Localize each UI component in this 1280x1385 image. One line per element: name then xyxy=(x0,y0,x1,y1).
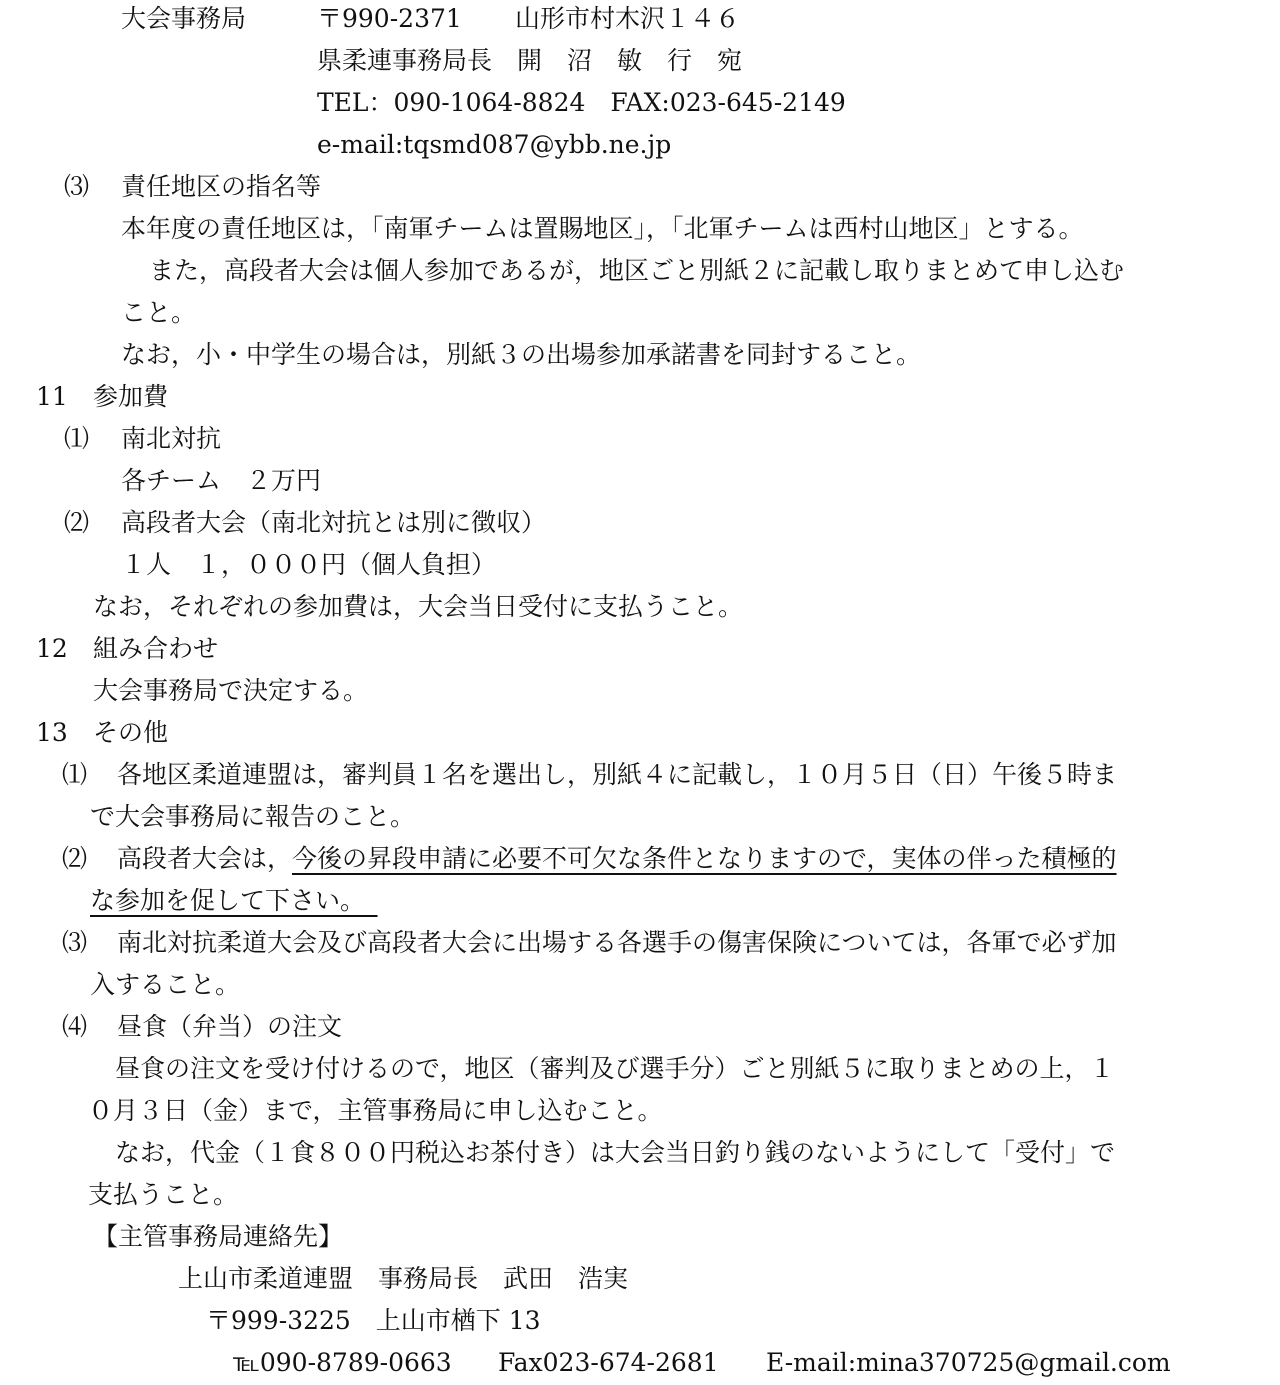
item-number: ⑶ xyxy=(64,172,90,201)
section-heading: その他 xyxy=(93,718,169,747)
paragraph-line: なお，代金（１食８００円税込お茶付き）は大会当日釣り銭のないようにして「受付」で xyxy=(115,1138,1116,1167)
item-title: 南北対抗 xyxy=(121,424,222,453)
contact-email: E-mail:mina370725@gmail.com xyxy=(766,1348,1171,1377)
contact-tel: ℡090-8789-0663 xyxy=(233,1348,452,1377)
paragraph-line: ０月３日（金）まで，主管事務局に申し込むこと。 xyxy=(88,1096,663,1125)
paragraph-line: なお，それぞれの参加費は，大会当日受付に支払うこと。 xyxy=(93,592,744,621)
paragraph-line: 支払うこと。 xyxy=(88,1180,239,1209)
paragraph-line: 本年度の責任地区は，「南軍チームは置賜地区」，「北軍チームは西村山地区」とする。 xyxy=(121,214,1084,243)
contact-heading: 【主管事務局連絡先】 xyxy=(93,1222,344,1251)
section-heading: 責任地区の指名等 xyxy=(121,172,322,201)
section-number: 12 xyxy=(36,634,68,663)
paragraph-line: 各地区柔道連盟は，審判員１名を選出し，別紙４に記載し，１０月５日（日）午後５時ま xyxy=(117,760,1118,789)
section-number: 11 xyxy=(36,382,68,411)
office-addressee: 県柔連事務局長 開 沼 敏 行 宛 xyxy=(317,46,743,75)
contact-organization: 上山市柔道連盟 事務局長 武田 浩実 xyxy=(178,1264,629,1293)
paragraph-line: なお，小・中学生の場合は，別紙３の出場参加承諾書を同封すること。 xyxy=(121,340,922,369)
paragraph-line: 大会事務局で決定する。 xyxy=(93,676,369,705)
office-email: e-mail:tqsmd087@ybb.ne.jp xyxy=(317,130,672,159)
office-postal: 〒990-2371 xyxy=(317,4,462,33)
item-title: 高段者大会（南北対抗とは別に徴収） xyxy=(121,508,547,537)
item-number: ⑵ xyxy=(64,508,90,537)
paragraph-line: 入すること。 xyxy=(90,970,241,999)
paragraph-line: 昼食の注文を受け付けるので，地区（審判及び選手分）ごと別紙５に取りまとめの上，１ xyxy=(115,1054,1115,1083)
office-tel-fax: TEL：090-1064-8824 FAX:023-645-2149 xyxy=(317,88,846,117)
item-number: ⑵ xyxy=(62,844,88,873)
underlined-text: な参加を促して下さい。 xyxy=(90,886,353,915)
item-number: ⑴ xyxy=(62,760,88,789)
paragraph-line: こと。 xyxy=(121,298,197,327)
paragraph-line: 各チーム ２万円 xyxy=(121,466,322,495)
office-address: 山形市村木沢１４６ xyxy=(515,4,741,33)
underline-tail xyxy=(353,886,378,915)
item-number: ⑶ xyxy=(62,928,88,957)
paragraph-line: また，高段者大会は個人参加であるが，地区ごと別紙２に記載し取りまとめて申し込む xyxy=(149,256,1125,285)
paragraph-lead: 高段者大会は， xyxy=(117,844,293,873)
item-number: ⑴ xyxy=(64,424,90,453)
office-label: 大会事務局 xyxy=(121,4,247,33)
paragraph-line: １人 １，０００円（個人負担） xyxy=(121,550,497,579)
paragraph-line: で大会事務局に報告のこと。 xyxy=(90,802,416,831)
section-heading: 参加費 xyxy=(93,382,169,411)
underlined-text: 今後の昇段申請に必要不可欠な条件となりますので，実体の伴った積極的 xyxy=(292,844,1117,873)
item-number: ⑷ xyxy=(62,1012,88,1041)
section-heading: 組み合わせ xyxy=(93,634,219,663)
paragraph-line: 南北対抗柔道大会及び高段者大会に出場する各選手の傷害保険については，各軍で必ず加 xyxy=(117,928,1117,957)
item-title: 昼食（弁当）の注文 xyxy=(117,1012,343,1041)
section-number: 13 xyxy=(36,718,68,747)
paragraph-line xyxy=(90,880,378,922)
paragraph-line xyxy=(117,838,1117,880)
contact-postal-address: 〒999-3225 上山市楢下 13 xyxy=(206,1306,541,1335)
contact-fax: Fax023-674-2681 xyxy=(498,1348,719,1377)
